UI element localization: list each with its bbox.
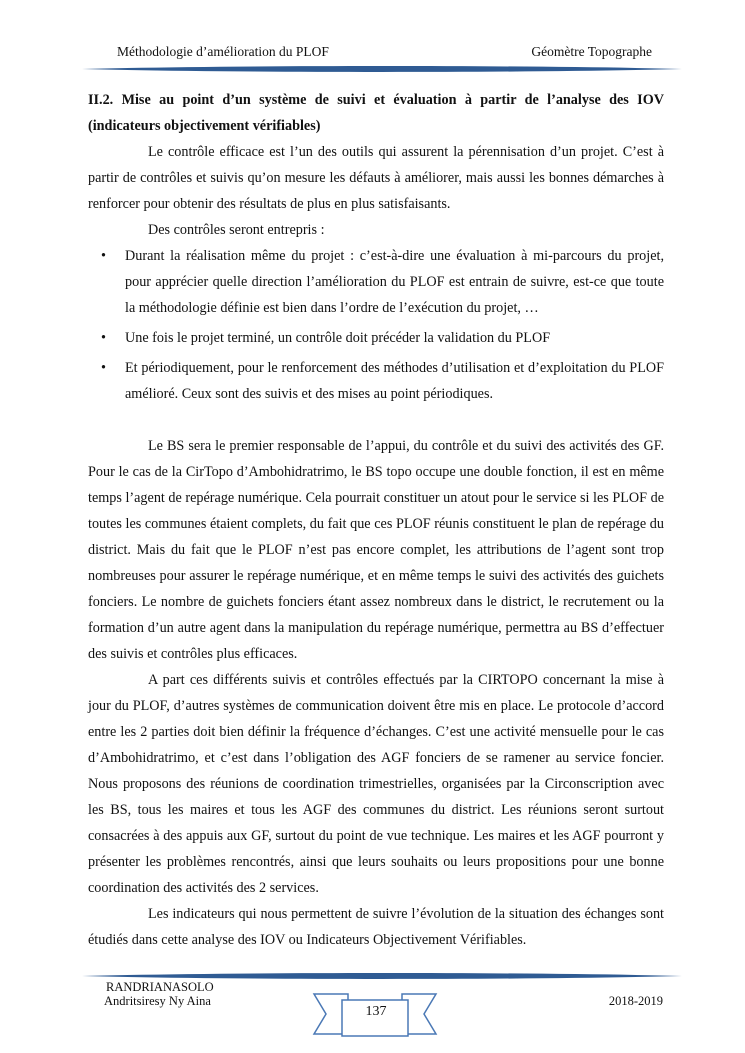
spacer [88,407,664,433]
paragraph-bs: Le BS sera le premier responsable de l’appui, du contrôle et du suivi des activités des GF. Pour le cas de la CirTopo d’Ambohidratrimo, le BS topo occupe une double fonction, il est en même temps l’agent de repérage numérique. Cela pourrait constituer un atout pour le service si les PLOF de toutes les communes étaient complets, du fait que ces PLOF réunis constituent le plan de repérage du district. Mais du fait que le PLOF n’est pas encore complet, les attributions de l’agent sont trop nombreuses pour assurer le repérage numérique, et en même temps le suivi des activités des guichets fonciers. Le nombre de guichets fonciers étant assez nombreux dans le district, le recrutement ou la formation d’un autre agent dans la manipulation du repérage numérique, permettra au BS d’effectuer des suivis et contrôles plus efficaces. [88,438,664,662]
list-item-text: Et périodiquement, pour le renforcement des méthodes d’utilisation et d’exploitation du PLOF amélioré. Ceux sont des suivis et des mises au point périodiques. [125,360,664,402]
paragraph-controls: Des contrôles seront entrepris : [148,222,325,238]
paragraph-communication: A part ces différents suivis et contrôles effectués par la CIRTOPO concernant la mise à jour du PLOF, d’autres systèmes de communication doivent être mis en place. Le protocole d’accord entre les 2 parties doit bien définir la fréquence d’échanges. C’est une activité mensuelle pour le cas d’Ambohidratrimo, et c’est dans l’obligation des AGF fonciers de se ramener au service foncier. Nous proposons des réunions de coordination trimestrielles, organisées par la Circonscription avec les BS, tous les maires et tous les AGF des communes du district. Les réunions seront surtout consacrées à des appuis aux GF, surtout du point de vue technique. Les maires et les AGF pourront y présenter les problèmes rencontrés, ainsi que leurs souhaits ou leurs propositions pour une bonne coordination des activités des 2 services. [88,672,664,896]
section-title: II.2. Mise au point d’un système de suivi et évaluation à partir de l’analyse des IOV (indicateurs objectivement vérifiables) [88,92,664,134]
author-line1: RANDRIANASOLO [106,980,214,994]
list-item [88,325,664,351]
paragraph-intro: Le contrôle efficace est l’un des outils qui assurent la pérennisation d’un projet. C’est à partir de contrôles et suivis qu’on mesure les défauts à améliorer, mais aussi les bonnes démarches à renforcer pour obtenir des résultats de plus en plus satisfaisants. [88,144,664,212]
bullet-icon: • [101,360,106,376]
academic-year: 2018-2019 [608,994,663,1008]
bullet-icon: • [101,330,106,346]
list-item [88,355,664,407]
paragraph-indicators: Les indicateurs qui nous permettent de suivre l’évolution de la situation des échanges sont étudiés dans cette analyse des IOV ou Indicateurs Objectivement Vérifiables. [88,906,664,948]
author-name [104,980,214,1008]
page-number: 137 [365,1004,387,1019]
list-item-text: Durant la réalisation même du projet : c’est-à-dire une évaluation à mi-parcours du projet, pour apprécier quelle direction l’amélioration du PLOF est entrain de suivre, est-ce que toute la méthodologie définie est bien dans l’ordre de l’exécution du projet, … [125,248,664,316]
header-title: Méthodologie d’amélioration du PLOF [117,44,329,59]
bullet-icon: • [101,248,106,264]
header-rule [82,61,682,77]
header-subtitle: Géomètre Topographe [531,44,652,59]
page-content [88,87,664,953]
list-item [88,243,664,321]
bullet-list [88,243,664,407]
list-item-text: Une fois le projet terminé, un contrôle doit précéder la validation du PLOF [125,330,551,346]
author-line2: Andritsiresy Ny Aina [104,994,211,1008]
